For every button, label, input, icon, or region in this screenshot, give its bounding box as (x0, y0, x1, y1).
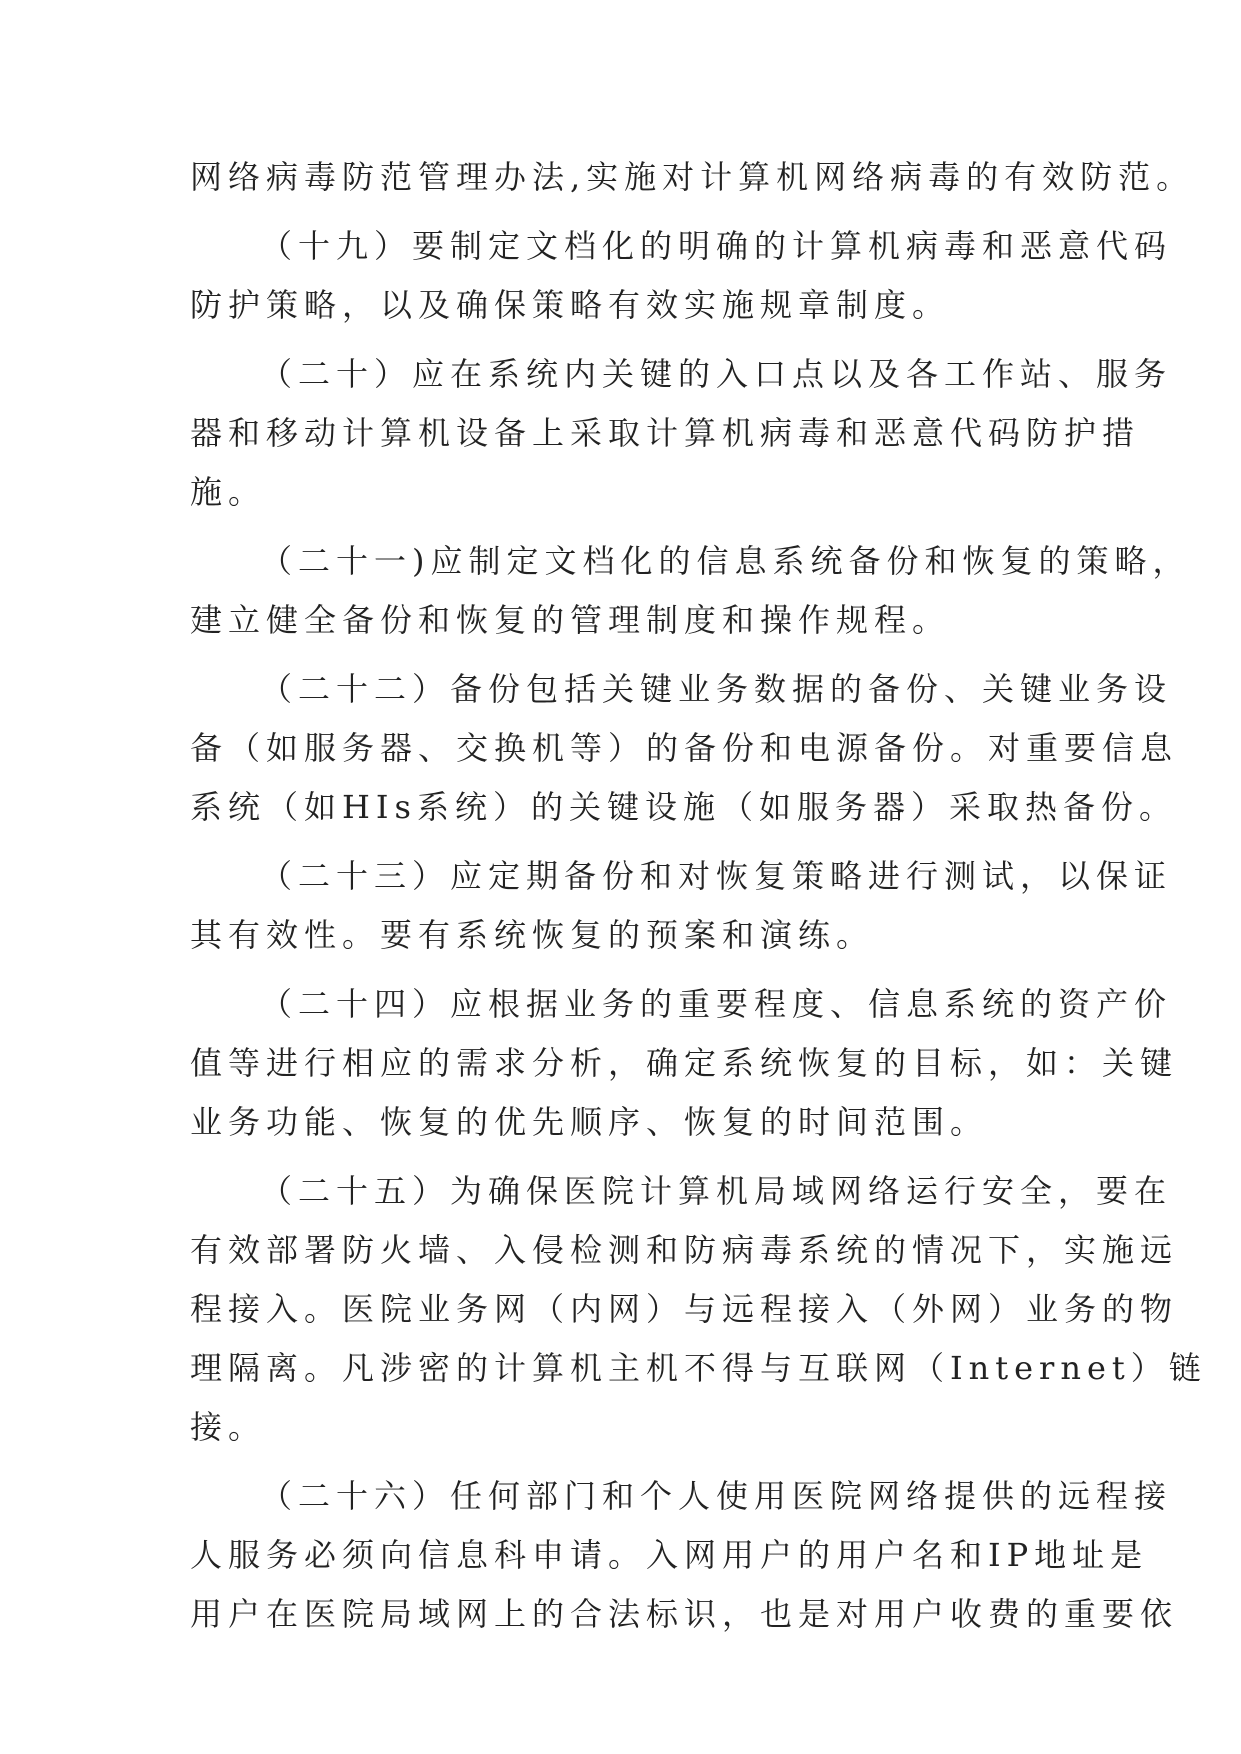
paragraph-line: 人服务必须向信息科申请。入网用户的用户名和IP地址是 (190, 1536, 1149, 1574)
paragraph-line: 器和移动计算机设备上采取计算机病毒和恶意代码防护措 (190, 414, 1141, 452)
paragraph-line: （二十）应在系统内关键的入口点以及各工作站、服务 (260, 355, 1173, 393)
paragraph-line: （十九）要制定文档化的明确的计算机病毒和恶意代码 (260, 227, 1173, 265)
paragraph-line: 程接入。医院业务网（内网）与远程接入（外网）业务的物 (190, 1290, 1179, 1328)
paragraph-line: （二十五）为确保医院计算机局域网络运行安全，要在 (260, 1172, 1173, 1210)
paragraph-line: 防护策略，以及确保策略有效实施规章制度。 (190, 286, 951, 324)
paragraph-line: 备（如服务器、交换机等）的备份和电源备份。对重要信息 (190, 729, 1179, 767)
paragraph-line: 用户在医院局域网上的合法标识，也是对用户收费的重要依 (190, 1595, 1179, 1633)
paragraph-line: 有效部署防火墙、入侵检测和防病毒系统的情况下，实施远 (190, 1231, 1179, 1269)
paragraph-line: （二十二）备份包括关键业务数据的备份、关键业务设 (260, 670, 1173, 708)
paragraph-line: （二十四）应根据业务的重要程度、信息系统的资产价 (260, 985, 1173, 1023)
paragraph-line: 网络病毒防范管理办法,实施对计算机网络病毒的有效防范。 (190, 158, 1195, 196)
paragraph-line: 建立健全备份和恢复的管理制度和操作规程。 (190, 601, 951, 639)
paragraph-line: 系统（如HIs系统）的关键设施（如服务器）采取热备份。 (190, 788, 1177, 826)
paragraph-line: 值等进行相应的需求分析，确定系统恢复的目标，如：关键 (190, 1044, 1179, 1082)
paragraph-line: （二十六）任何部门和个人使用医院网络提供的远程接 (260, 1477, 1173, 1515)
paragraph-line: 接。 (190, 1408, 267, 1446)
paragraph-line: 业务功能、恢复的优先顺序、恢复的时间范围。 (190, 1103, 989, 1141)
paragraph-line: （二十一)应制定文档化的信息系统备份和恢复的策略， (260, 542, 1191, 580)
paragraph-line: 施。 (190, 473, 267, 511)
paragraph-line: （二十三）应定期备份和对恢复策略进行测试，以保证 (260, 857, 1173, 895)
paragraph-line: 其有效性。要有系统恢复的预案和演练。 (190, 916, 875, 954)
document-body (190, 148, 1207, 1644)
paragraph-line: 理隔离。凡涉密的计算机主机不得与互联网（Internet）链 (190, 1349, 1207, 1387)
